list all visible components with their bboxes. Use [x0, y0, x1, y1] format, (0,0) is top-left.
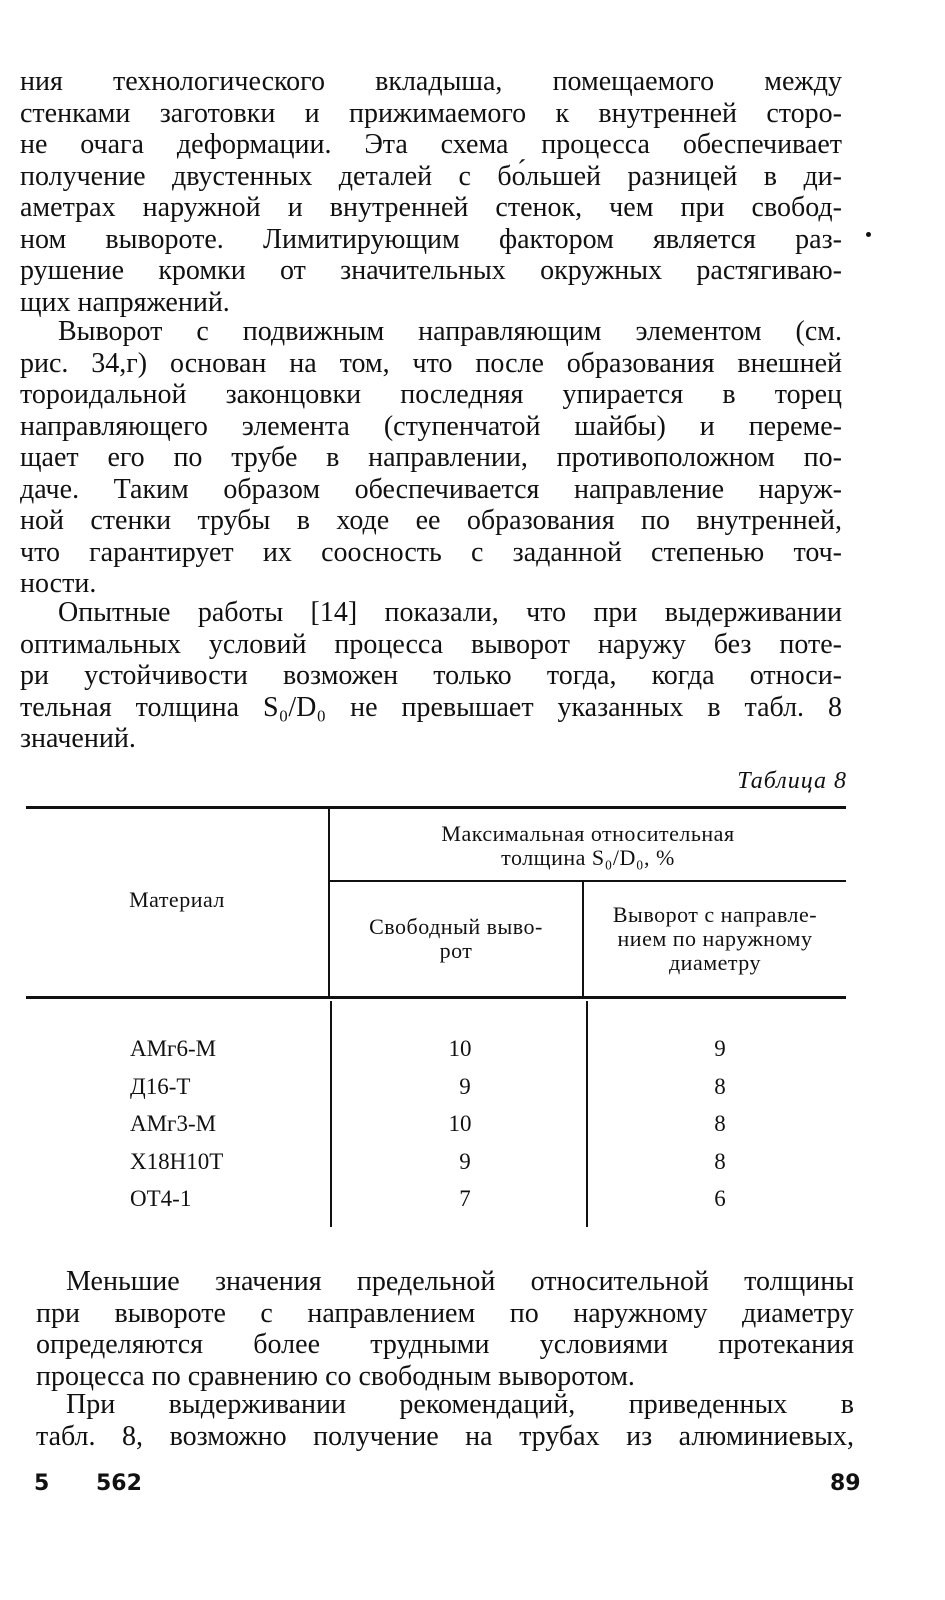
text-line: щает его по трубе в направлении, противоположном по-: [20, 442, 842, 473]
paragraph-2: [20, 316, 842, 600]
paragraph-1: [20, 66, 842, 318]
directed-value-cell: 9: [714, 1036, 726, 1061]
text-line: даче. Таким образом обеспечивается направление наруж-: [20, 473, 842, 505]
directed-value-cell: 8: [714, 1111, 726, 1136]
text-line: табл. 8, возможно получение на трубах из алюминиевых,: [36, 1420, 854, 1452]
material-cell: ОТ4-1: [130, 1186, 192, 1211]
free-value-cell: 10: [448, 1111, 472, 1136]
print-code: 562: [96, 1471, 142, 1496]
text-line: тороидальной законцовки последняя упирается в торец: [20, 379, 842, 410]
material-cell: АМг3-М: [130, 1111, 217, 1136]
text-line: при вывороте с направлением по наружному диаметру: [36, 1297, 854, 1329]
column-divider-1-body: [330, 1001, 332, 1227]
free-value-cell: 9: [459, 1149, 471, 1174]
directed-value-cell: 8: [714, 1074, 726, 1099]
text-line: получение двустенных деталей с бо́льшей разницей в ди-: [20, 160, 842, 192]
text-line: ния технологического вкладыша, помещаемого между: [20, 66, 842, 97]
text-line: ной стенки трубы в ходе ее образования по внутренней,: [20, 505, 842, 536]
header-group: Максимальная относительная толщина S₀/D₀, %: [441, 821, 735, 870]
print-speck: [866, 232, 871, 237]
header-bottom-rule: [26, 996, 846, 999]
directed-value-cell: 6: [714, 1186, 726, 1211]
material-cell: АМг6-М: [130, 1036, 217, 1061]
material-cell: Д16-Т: [130, 1074, 191, 1099]
material-cell: Х18Н10Т: [130, 1149, 224, 1174]
text-line: ном вывороте. Лимитирующим фактором является раз-: [20, 223, 842, 255]
text-line: щих напряжений.: [20, 286, 230, 318]
free-value-cell: 10: [448, 1036, 472, 1061]
text-line: ри устойчивости возможен только тогда, когда относи-: [20, 660, 842, 691]
column-divider-2-body: [586, 1001, 588, 1227]
page-number: 89: [830, 1471, 861, 1496]
table-caption: Таблица 8: [737, 768, 847, 794]
paragraph-3: [20, 597, 842, 755]
group-header-rule: [329, 880, 846, 882]
text-line: аметрах наружной и внутренней стенок, чем при свобод-: [20, 192, 842, 223]
text-line: стенками заготовки и прижимаемого к внутренней сторо-: [20, 97, 842, 129]
directed-value-cell: 8: [714, 1149, 726, 1174]
text-line: рушение кромки от значительных окружных растягиваю-: [20, 255, 842, 286]
text-line: Меньшие значения предельной относительной толщины: [66, 1266, 854, 1297]
text-line: тельная толщина S₀/D₀ не превышает указанных в табл. 8: [20, 691, 842, 723]
text-line: рис. 34,г) основан на том, что после образования внешней: [20, 347, 842, 379]
text-line: направляющего элемента (ступенчатой шайбы) и переме-: [20, 410, 842, 442]
paragraph-4: [36, 1266, 854, 1392]
header-material: Материал: [129, 887, 225, 912]
free-value-cell: 9: [459, 1074, 471, 1099]
free-value-cell: 7: [459, 1186, 471, 1211]
text-line: определяются более трудными условиями протекания: [36, 1329, 854, 1360]
text-line: Выворот с подвижным направляющим элементом (см.: [58, 316, 842, 347]
text-line: Опытные работы [14] показали, что при выдерживании: [58, 597, 842, 628]
text-line: При выдерживании рекомендаций, приведенных в: [66, 1389, 854, 1420]
text-line: значений.: [20, 723, 136, 754]
paragraph-5: [36, 1389, 854, 1452]
text-line: процесса по сравнению со свободным выворотом.: [36, 1360, 635, 1392]
text-line: не очага деформации. Эта схема процесса обеспечивает: [20, 129, 842, 160]
text-line: что гарантирует их соосность с заданной степенью точ-: [20, 536, 842, 568]
text-line: ности.: [20, 568, 97, 599]
table-top-rule: [26, 806, 846, 809]
text-line: оптимальных условий процесса выворот наружу без поте-: [20, 628, 842, 660]
header-directed-eversion: Выворот с направле- нием по наружному диаметру: [612, 902, 818, 975]
sheet-mark: 5: [34, 1471, 50, 1496]
header-free-eversion: Свободный выво- рот: [369, 914, 543, 963]
